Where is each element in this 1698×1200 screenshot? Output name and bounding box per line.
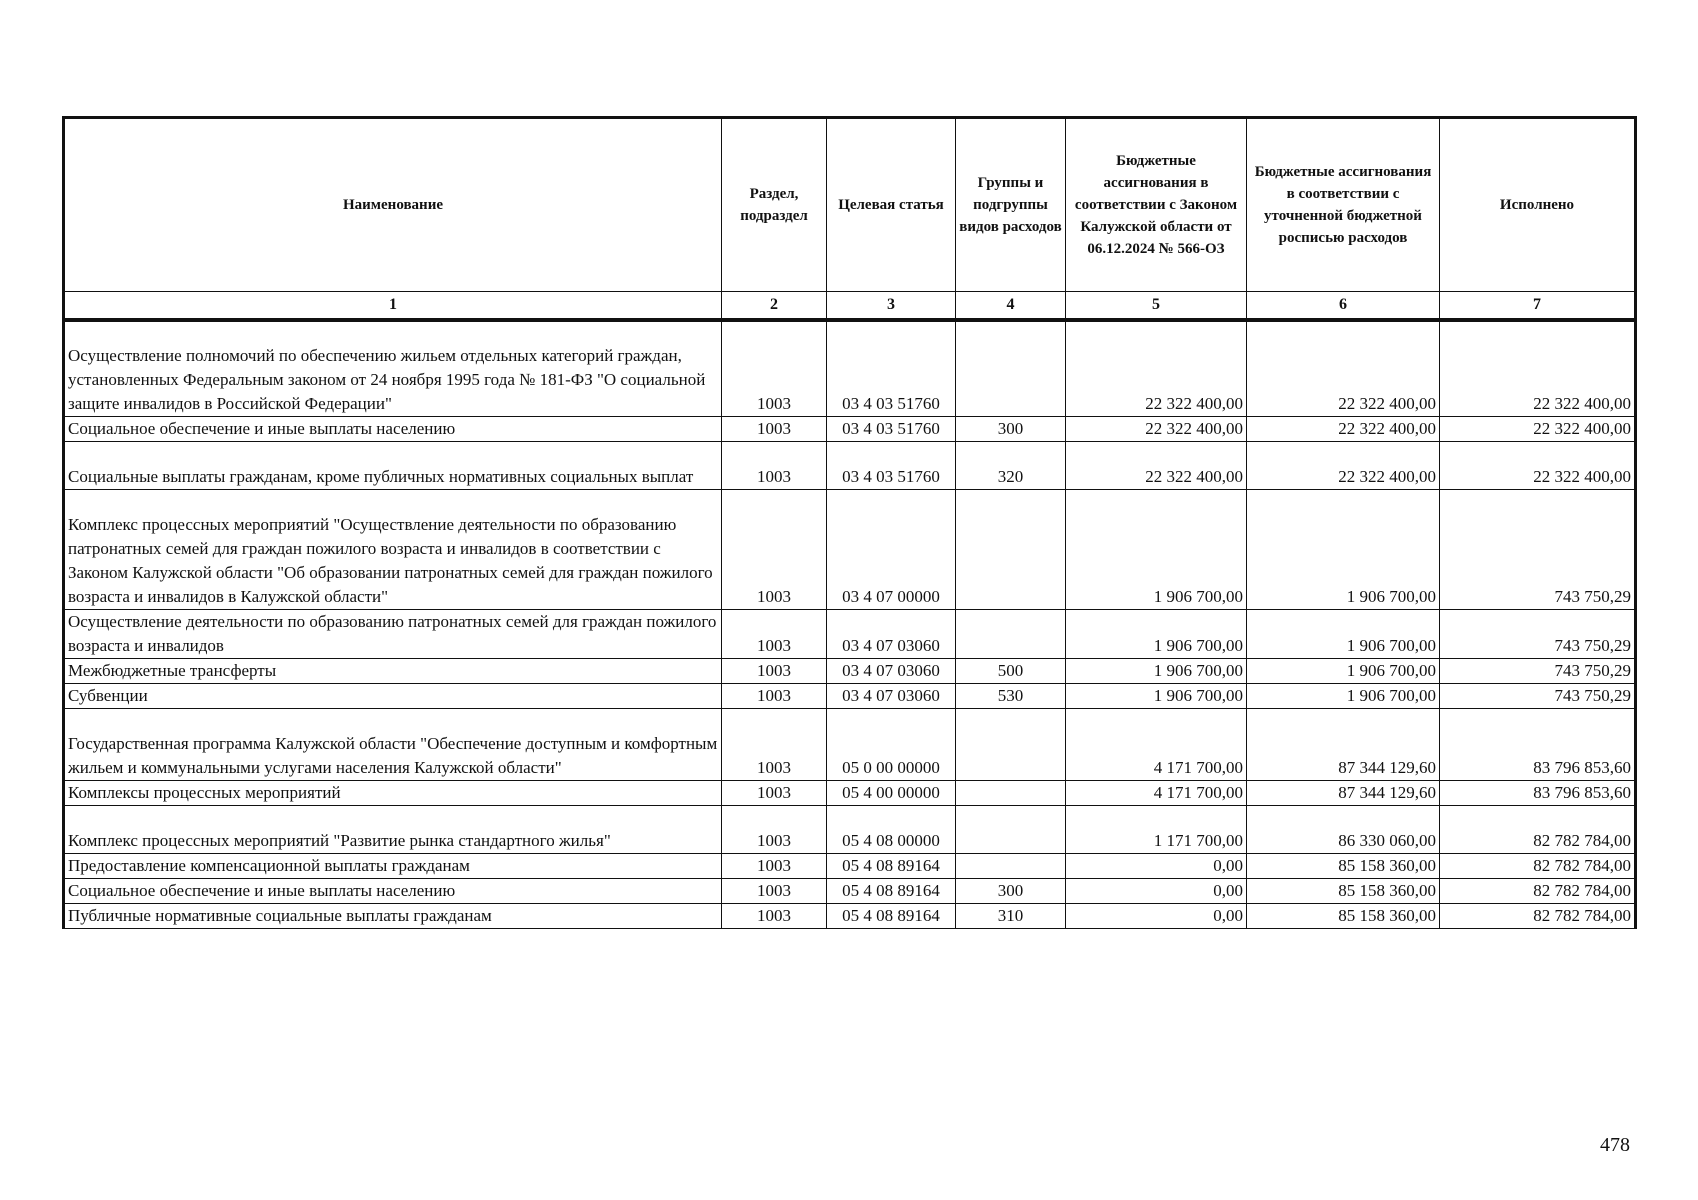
row-razdel: 1003	[722, 441, 827, 489]
header-row	[64, 118, 1636, 292]
row-refined-amount: 87 344 129,60	[1247, 708, 1440, 780]
row-statya: 05 4 08 00000	[827, 805, 956, 853]
row-statya: 05 0 00 00000	[827, 708, 956, 780]
row-law-amount: 1 906 700,00	[1066, 683, 1247, 708]
row-razdel: 1003	[722, 489, 827, 609]
row-refined-amount: 87 344 129,60	[1247, 780, 1440, 805]
row-executed-amount: 82 782 784,00	[1440, 805, 1636, 853]
colnum: 5	[1066, 292, 1247, 321]
row-razdel: 1003	[722, 609, 827, 658]
header-executed: Исполнено	[1440, 118, 1636, 292]
row-razdel: 1003	[722, 903, 827, 928]
row-razdel: 1003	[722, 320, 827, 416]
row-name: Публичные нормативные социальные выплаты гражданам	[64, 903, 722, 928]
row-name: Комплекс процессных мероприятий "Развитие рынка стандартного жилья"	[64, 805, 722, 853]
row-executed-amount: 743 750,29	[1440, 658, 1636, 683]
row-executed-amount: 82 782 784,00	[1440, 853, 1636, 878]
table-row	[64, 903, 1636, 928]
row-statya: 03 4 03 51760	[827, 441, 956, 489]
row-executed-amount: 743 750,29	[1440, 489, 1636, 609]
colnum: 3	[827, 292, 956, 321]
row-name: Социальные выплаты гражданам, кроме публичных нормативных социальных выплат	[64, 441, 722, 489]
row-name: Государственная программа Калужской области "Обеспечение доступным и комфортным жильем и коммунальными услугами населения Калужской области"	[64, 708, 722, 780]
row-razdel: 1003	[722, 780, 827, 805]
row-executed-amount: 743 750,29	[1440, 609, 1636, 658]
row-statya: 05 4 08 89164	[827, 878, 956, 903]
row-refined-amount: 1 906 700,00	[1247, 658, 1440, 683]
row-law-amount: 4 171 700,00	[1066, 708, 1247, 780]
row-refined-amount: 22 322 400,00	[1247, 320, 1440, 416]
row-law-amount: 22 322 400,00	[1066, 320, 1247, 416]
row-statya: 03 4 03 51760	[827, 320, 956, 416]
row-statya: 03 4 07 03060	[827, 658, 956, 683]
row-statya: 03 4 07 03060	[827, 609, 956, 658]
row-law-amount: 0,00	[1066, 903, 1247, 928]
row-statya: 03 4 07 03060	[827, 683, 956, 708]
row-executed-amount: 83 796 853,60	[1440, 780, 1636, 805]
row-vid: 530	[956, 683, 1066, 708]
row-executed-amount: 83 796 853,60	[1440, 708, 1636, 780]
row-vid: 500	[956, 658, 1066, 683]
table-row	[64, 416, 1636, 441]
row-executed-amount: 743 750,29	[1440, 683, 1636, 708]
row-name: Социальное обеспечение и иные выплаты населению	[64, 878, 722, 903]
table-row	[64, 805, 1636, 853]
row-name: Осуществление деятельности по образованию патронатных семей для граждан пожилого возраста и инвалидов	[64, 609, 722, 658]
row-razdel: 1003	[722, 853, 827, 878]
row-name: Социальное обеспечение и иные выплаты населению	[64, 416, 722, 441]
row-law-amount: 0,00	[1066, 853, 1247, 878]
budget-table	[62, 116, 1637, 929]
header-razdel: Раздел, подраздел	[722, 118, 827, 292]
column-number-row	[64, 292, 1636, 321]
row-statya: 05 4 08 89164	[827, 903, 956, 928]
row-refined-amount: 1 906 700,00	[1247, 609, 1440, 658]
row-razdel: 1003	[722, 416, 827, 441]
row-statya: 03 4 07 00000	[827, 489, 956, 609]
row-executed-amount: 22 322 400,00	[1440, 320, 1636, 416]
table-row	[64, 853, 1636, 878]
row-razdel: 1003	[722, 708, 827, 780]
row-law-amount: 1 906 700,00	[1066, 609, 1247, 658]
row-razdel: 1003	[722, 805, 827, 853]
header-name: Наименование	[64, 118, 722, 292]
row-vid: 320	[956, 441, 1066, 489]
row-refined-amount: 1 906 700,00	[1247, 683, 1440, 708]
header-vid: Группы и подгруппы видов расходов	[956, 118, 1066, 292]
table-row	[64, 780, 1636, 805]
header-statya: Целевая статья	[827, 118, 956, 292]
row-executed-amount: 22 322 400,00	[1440, 416, 1636, 441]
row-name: Субвенции	[64, 683, 722, 708]
row-vid	[956, 609, 1066, 658]
page-number: 478	[1600, 1134, 1630, 1156]
row-law-amount: 22 322 400,00	[1066, 441, 1247, 489]
colnum: 7	[1440, 292, 1636, 321]
row-statya: 03 4 03 51760	[827, 416, 956, 441]
row-refined-amount: 22 322 400,00	[1247, 441, 1440, 489]
table-body	[64, 320, 1636, 928]
row-razdel: 1003	[722, 878, 827, 903]
row-name: Осуществление полномочий по обеспечению жильем отдельных категорий граждан, установленных Федеральным законом от 24 ноября 1995 года № 181-ФЗ "О социальной защите инвалидов в Российской Федерации"	[64, 320, 722, 416]
row-statya: 05 4 08 89164	[827, 853, 956, 878]
row-vid: 300	[956, 878, 1066, 903]
row-law-amount: 1 906 700,00	[1066, 489, 1247, 609]
row-vid	[956, 708, 1066, 780]
row-vid	[956, 489, 1066, 609]
colnum: 2	[722, 292, 827, 321]
table-row	[64, 683, 1636, 708]
row-vid: 300	[956, 416, 1066, 441]
row-law-amount: 4 171 700,00	[1066, 780, 1247, 805]
table-row	[64, 658, 1636, 683]
colnum: 6	[1247, 292, 1440, 321]
row-law-amount: 0,00	[1066, 878, 1247, 903]
row-statya: 05 4 00 00000	[827, 780, 956, 805]
row-vid: 310	[956, 903, 1066, 928]
row-law-amount: 22 322 400,00	[1066, 416, 1247, 441]
row-razdel: 1003	[722, 683, 827, 708]
row-refined-amount: 85 158 360,00	[1247, 903, 1440, 928]
colnum: 1	[64, 292, 722, 321]
row-vid	[956, 320, 1066, 416]
row-refined-amount: 85 158 360,00	[1247, 878, 1440, 903]
colnum: 4	[956, 292, 1066, 321]
row-refined-amount: 85 158 360,00	[1247, 853, 1440, 878]
row-razdel: 1003	[722, 658, 827, 683]
table-row	[64, 878, 1636, 903]
row-law-amount: 1 906 700,00	[1066, 658, 1247, 683]
row-name: Межбюджетные трансферты	[64, 658, 722, 683]
row-law-amount: 1 171 700,00	[1066, 805, 1247, 853]
row-vid	[956, 780, 1066, 805]
budget-table-container	[62, 116, 1634, 929]
row-name: Предоставление компенсационной выплаты гражданам	[64, 853, 722, 878]
row-refined-amount: 86 330 060,00	[1247, 805, 1440, 853]
table-row	[64, 320, 1636, 416]
table-row	[64, 708, 1636, 780]
row-vid	[956, 805, 1066, 853]
header-refined-assignments: Бюджетные ассигнования в соответствии с уточненной бюджетной росписью расходов	[1247, 118, 1440, 292]
row-name: Комплексы процессных мероприятий	[64, 780, 722, 805]
row-refined-amount: 22 322 400,00	[1247, 416, 1440, 441]
table-row	[64, 441, 1636, 489]
header-law-assignments: Бюджетные ассигнования в соответствии с Законом Калужской области от 06.12.2024 № 566-ОЗ	[1066, 118, 1247, 292]
row-vid	[956, 853, 1066, 878]
row-executed-amount: 22 322 400,00	[1440, 441, 1636, 489]
table-row	[64, 609, 1636, 658]
row-refined-amount: 1 906 700,00	[1247, 489, 1440, 609]
row-executed-amount: 82 782 784,00	[1440, 903, 1636, 928]
row-executed-amount: 82 782 784,00	[1440, 878, 1636, 903]
table-row	[64, 489, 1636, 609]
row-name: Комплекс процессных мероприятий "Осуществление деятельности по образованию патронатных семей для граждан пожилого возраста и инвалидов в соответствии с Законом Калужской области "Об образовании патронатных семей для граждан пожилого возраста и инвалидов в Калужской области"	[64, 489, 722, 609]
